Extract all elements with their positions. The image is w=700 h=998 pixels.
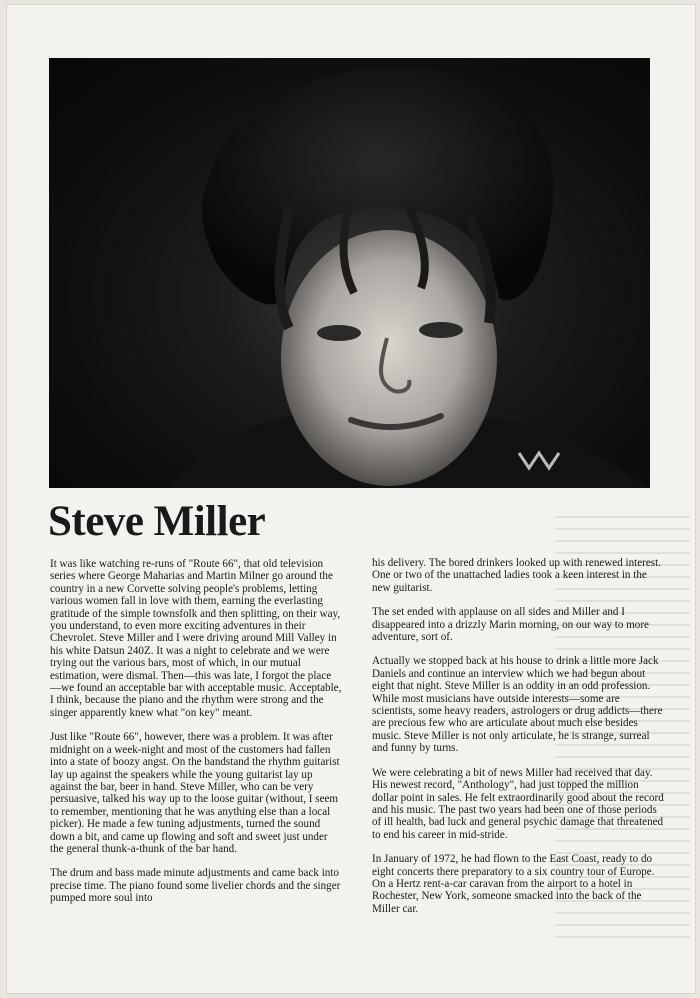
paragraph: Just like "Route 66", however, there was a problem. It was after midnight on a week-night and most of the customers had fallen into a state of boozy angst. On the bandstand the rhythm guitarist lay up against the speakers while the young guitarist lay up against the bar, beer in hand. Steve Miller, who can be very persuasive, talked his way up to the loose guitar (without, I seem to remember, mentioning that he was anything else than a local picker). He made a few tuning adjustments, turned the sound down a bit, and came up flowing and soft and sweet just under the general thunk-a-thunk of the bar hand.: [50, 731, 340, 855]
article-title: Steve Miller: [48, 498, 266, 545]
portrait-photo: [49, 58, 650, 488]
paragraph: It was like watching re-runs of "Route 66", that old television series where George Maharias and Martin Milner go around the country in a new Corvette solving people's problems, letting various women fall in love with them, earning the everlasting gratitude of the simple townsfolk and then splitting, on their way, you understand, to even more exciting adventures in their Chevrolet. Steve Miller and I were driving around Mill Valley in his white Datsun 240Z. It was a night to celebrate and we were trying out the various bars, most of which, in our mutual estimation, were dismal. Then—this was late, I forgot the place—we found an acceptable bar with acceptable music. Acceptable, I think, because the piano and the rhythm were strong and the singer apparently knew what "on key" meant.: [50, 558, 342, 719]
article-column-right: [372, 557, 664, 927]
paragraph: The set ended with applause on all sides and Miller and I disappeared into a drizzly Marin morning, on our way to more adventure, sort of.: [372, 606, 649, 644]
paragraph: Actually we stopped back at his house to drink a little more Jack Daniels and continue an interview which we had begun about eight that night. Steve Miller is an oddity in an odd profession. While most musicians have outside interests—some are scientists, some heavy readers, astrologers or drug addicts—there are precious few who are articulate about much else besides music. Steve Miller is not only articulate, he is strange, surreal and funny by turns.: [372, 655, 663, 755]
article-column-left: [50, 558, 342, 917]
paragraph: We were celebrating a bit of news Miller had received that day. His newest record, "Anthology", had just topped the million dollar point in sales. He felt extraordinarily good about the record and his music. The past two years had been one of those periods of ill health, bad luck and general psychic damage that threatened to end his career in mid-stride.: [372, 766, 664, 841]
portrait-illustration: [49, 58, 650, 488]
paragraph: his delivery. The bored drinkers looked up with renewed interest. One or two of the unattached ladies took a keen interest in the new guitarist.: [372, 557, 661, 594]
paragraph: In January of 1972, he had flown to the East Coast, ready to do eight concerts there preparatory to a six country tour of Europe. On a Hertz rent-a-car caravan from the airport to a hotel in Rochester, New York, someone smacked into the back of the Miller car.: [372, 853, 655, 915]
paragraph: The drum and bass made minute adjustments and came back into precise time. The piano found some livelier chords and the singer pumped more soul into: [50, 867, 341, 905]
